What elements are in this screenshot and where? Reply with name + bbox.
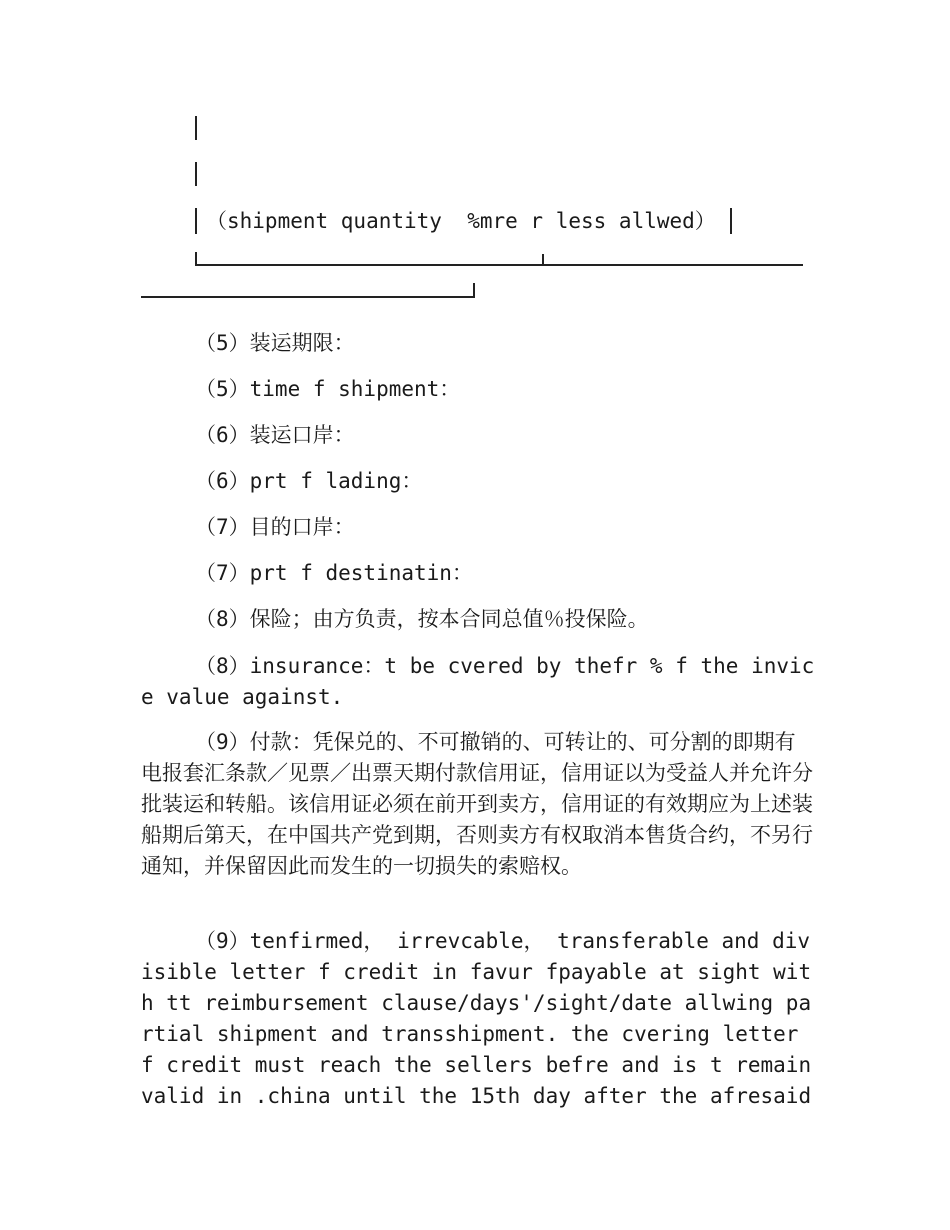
clause-6-cn: （6）装运口岸： [195, 423, 355, 447]
table-bottom-border-2 [141, 296, 475, 298]
table-bottom-right-corner [473, 283, 475, 298]
table-left-border-2 [195, 162, 197, 186]
table-bottom-tick [542, 254, 544, 266]
clause-9-en: （9）tenfirmed， irrevcable， transferable and divisible letter f credit in favur fpayable at sight with tt reimbursement clause/days'/sight/date allwing partial shipment and transshipment. the cvering letter f credit must reach the sellers befre and is t remain valid in .china until the 15th day after the afresaid [141, 929, 812, 1108]
table-left-border-1 [195, 116, 197, 140]
table-bottom-border-1 [195, 264, 803, 266]
clause-5-cn: （5）装运期限： [195, 331, 355, 355]
clause-5-en: （5）time f shipment： [195, 377, 461, 401]
clause-8-en: （8）insurance：t be cvered by thefr % f the invice value against. [141, 654, 815, 709]
clause-9-cn: （9）付款：凭保兑的、不可撤销的、可转让的、可分割的即期有电报套汇条款／见票／出票天期付款信用证，信用证以为受益人并允许分批装运和转船。该信用证必须在前开到卖方，信用证的有效期应为上述装船期后第天，在中国共产党到期，否则卖方有权取消本售货合约，不另行通知，并保留因此而发生的一切损失的索赔权。 [141, 730, 813, 878]
clause-6-en: （6）prt f lading： [195, 469, 423, 493]
table-right-border [730, 208, 732, 234]
clause-7-en: （7）prt f destinatin： [195, 561, 473, 585]
shipment-quantity-note: （shipment quantity %mre r less allwed） [206, 209, 716, 233]
clause-8-cn: （8）保险；由方负责，按本合同总值％投保险。 [195, 607, 649, 631]
clause-7-cn: （7）目的口岸： [195, 515, 355, 539]
table-left-border-3 [195, 208, 197, 234]
